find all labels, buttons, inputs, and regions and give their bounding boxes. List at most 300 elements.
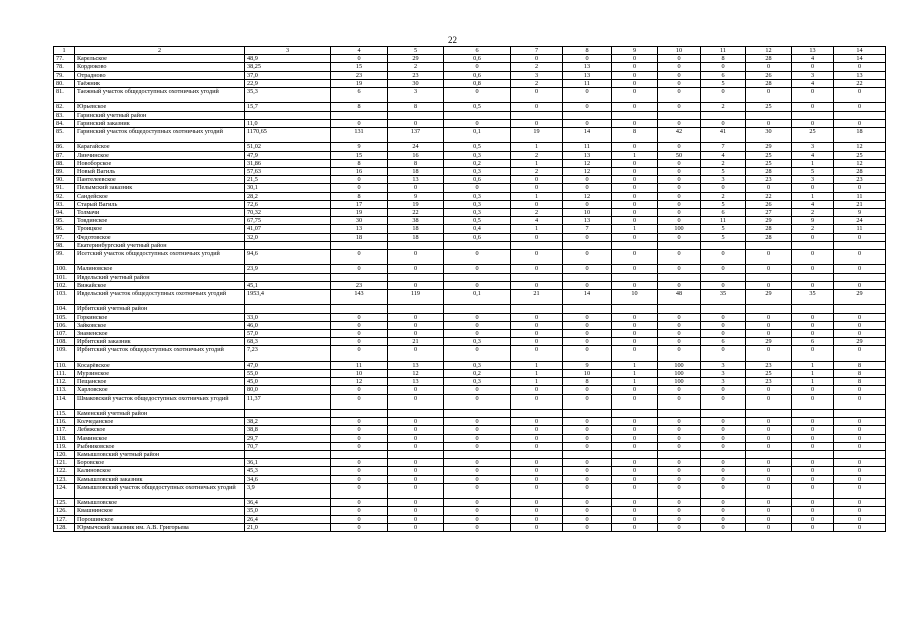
value-cell: 0 bbox=[444, 483, 511, 498]
value-cell bbox=[331, 305, 388, 313]
value-cell: 11,0 bbox=[245, 119, 331, 127]
value-cell: 18 bbox=[331, 233, 388, 241]
value-cell: 0 bbox=[511, 467, 563, 475]
table-row bbox=[54, 442, 886, 450]
value-cell: 13 bbox=[563, 63, 612, 71]
value-cell: 50 bbox=[658, 151, 701, 159]
value-cell: 0,3 bbox=[444, 151, 511, 159]
value-cell: 38 bbox=[388, 217, 444, 225]
value-cell: 0 bbox=[701, 434, 746, 442]
value-cell: 0 bbox=[612, 200, 658, 208]
value-cell: 12 bbox=[563, 168, 612, 176]
value-cell bbox=[746, 305, 792, 313]
value-cell: 12 bbox=[834, 159, 886, 167]
value-cell: 0 bbox=[746, 321, 792, 329]
row-name-cell: Колчеданское bbox=[75, 418, 245, 426]
value-cell: 0 bbox=[444, 88, 511, 103]
value-cell: 0 bbox=[511, 346, 563, 361]
row-name-cell: Вижайское bbox=[75, 281, 245, 289]
row-name-cell: Малиновское bbox=[75, 265, 245, 273]
row-name-cell: Товдинское bbox=[75, 217, 245, 225]
value-cell: 35 bbox=[792, 290, 834, 305]
row-name-cell: Мурзинское bbox=[75, 370, 245, 378]
value-cell: 12 bbox=[331, 378, 388, 386]
value-cell: 0 bbox=[701, 459, 746, 467]
value-cell: 0 bbox=[563, 515, 612, 523]
value-cell bbox=[511, 305, 563, 313]
value-cell: 0 bbox=[792, 281, 834, 289]
value-cell: 0 bbox=[331, 321, 388, 329]
value-cell: 0 bbox=[511, 313, 563, 321]
value-cell: 0 bbox=[511, 499, 563, 507]
row-number-cell: 109. bbox=[54, 346, 75, 361]
row-number-cell: 100. bbox=[54, 265, 75, 273]
value-cell: 4 bbox=[701, 151, 746, 159]
header-cell: 10 bbox=[658, 47, 701, 55]
table-row bbox=[54, 151, 886, 159]
value-cell: 5 bbox=[792, 168, 834, 176]
value-cell: 1 bbox=[612, 378, 658, 386]
value-cell: 23 bbox=[746, 176, 792, 184]
value-cell: 0 bbox=[444, 313, 511, 321]
row-name-cell: Каменский учетный район bbox=[75, 410, 245, 418]
value-cell: 41,07 bbox=[245, 225, 331, 233]
value-cell: 28 bbox=[746, 79, 792, 87]
value-cell: 34,6 bbox=[245, 475, 331, 483]
value-cell bbox=[245, 273, 331, 281]
value-cell: 10 bbox=[331, 370, 388, 378]
value-cell: 0 bbox=[834, 483, 886, 498]
value-cell: 25 bbox=[746, 159, 792, 167]
row-number-cell: 89. bbox=[54, 168, 75, 176]
value-cell: 9 bbox=[834, 209, 886, 217]
value-cell: 45,0 bbox=[245, 378, 331, 386]
value-cell: 3 bbox=[792, 176, 834, 184]
table-row bbox=[54, 103, 886, 111]
value-cell: 0 bbox=[331, 507, 388, 515]
row-number-cell: 120. bbox=[54, 451, 75, 459]
value-cell: 9 bbox=[563, 361, 612, 369]
value-cell bbox=[511, 111, 563, 119]
value-cell: 0 bbox=[701, 265, 746, 273]
value-cell: 0 bbox=[658, 217, 701, 225]
value-cell: 0 bbox=[792, 103, 834, 111]
value-cell: 38,8 bbox=[245, 426, 331, 434]
value-cell: 0 bbox=[792, 233, 834, 241]
value-cell: 0 bbox=[612, 467, 658, 475]
value-cell bbox=[444, 305, 511, 313]
value-cell: 29 bbox=[834, 338, 886, 346]
value-cell: 0 bbox=[658, 394, 701, 409]
table-row bbox=[54, 128, 886, 143]
value-cell: 0 bbox=[511, 330, 563, 338]
row-name-cell: Маминское bbox=[75, 434, 245, 442]
value-cell bbox=[746, 241, 792, 249]
value-cell: 6 bbox=[331, 88, 388, 103]
value-cell: 0 bbox=[612, 217, 658, 225]
value-cell: 0 bbox=[658, 459, 701, 467]
value-cell: 0 bbox=[612, 79, 658, 87]
value-cell: 29 bbox=[746, 217, 792, 225]
value-cell: 0 bbox=[792, 459, 834, 467]
value-cell: 24 bbox=[388, 143, 444, 151]
row-name-cell: Таежный участок общедоступных охотничьих угодий bbox=[75, 88, 245, 103]
row-name-cell: Камышловский участок общедоступных охотничьих угодий bbox=[75, 483, 245, 498]
value-cell bbox=[792, 305, 834, 313]
value-cell: 13 bbox=[563, 217, 612, 225]
value-cell: 80,0 bbox=[245, 386, 331, 394]
table-row bbox=[54, 111, 886, 119]
value-cell: 0 bbox=[388, 515, 444, 523]
value-cell: 32,0 bbox=[245, 233, 331, 241]
row-name-cell: Порошинское bbox=[75, 515, 245, 523]
value-cell: 100 bbox=[658, 370, 701, 378]
value-cell: 137 bbox=[388, 128, 444, 143]
value-cell: 11 bbox=[331, 361, 388, 369]
value-cell: 0 bbox=[612, 250, 658, 265]
value-cell: 0 bbox=[792, 523, 834, 531]
value-cell: 12 bbox=[834, 143, 886, 151]
value-cell: 15 bbox=[331, 63, 388, 71]
value-cell: 0 bbox=[612, 426, 658, 434]
value-cell: 8 bbox=[563, 378, 612, 386]
row-number-cell: 96. bbox=[54, 225, 75, 233]
value-cell: 7,23 bbox=[245, 346, 331, 361]
value-cell: 0 bbox=[792, 394, 834, 409]
row-number-cell: 83. bbox=[54, 111, 75, 119]
value-cell: 25 bbox=[746, 370, 792, 378]
value-cell: 0 bbox=[563, 442, 612, 450]
value-cell bbox=[444, 451, 511, 459]
value-cell: 68,3 bbox=[245, 338, 331, 346]
value-cell: 46,0 bbox=[245, 321, 331, 329]
value-cell: 0 bbox=[834, 250, 886, 265]
value-cell: 1 bbox=[511, 225, 563, 233]
value-cell: 0 bbox=[612, 330, 658, 338]
value-cell: 0 bbox=[612, 386, 658, 394]
value-cell: 3 bbox=[511, 71, 563, 79]
value-cell: 38,2 bbox=[245, 418, 331, 426]
value-cell: 0 bbox=[511, 184, 563, 192]
value-cell: 0 bbox=[658, 426, 701, 434]
value-cell: 0 bbox=[834, 233, 886, 241]
value-cell: 0 bbox=[834, 88, 886, 103]
value-cell: 29 bbox=[746, 338, 792, 346]
value-cell: 0 bbox=[388, 250, 444, 265]
value-cell: 0 bbox=[563, 200, 612, 208]
value-cell bbox=[701, 111, 746, 119]
row-number-cell: 81. bbox=[54, 88, 75, 103]
value-cell: 1 bbox=[511, 192, 563, 200]
table-row bbox=[54, 507, 886, 515]
value-cell: 0 bbox=[658, 434, 701, 442]
value-cell: 13 bbox=[388, 378, 444, 386]
row-name-cell: Калиновское bbox=[75, 467, 245, 475]
value-cell: 0 bbox=[834, 321, 886, 329]
value-cell: 10 bbox=[612, 290, 658, 305]
value-cell: 3 bbox=[388, 88, 444, 103]
table-row bbox=[54, 184, 886, 192]
value-cell: 1 bbox=[792, 192, 834, 200]
value-cell: 131 bbox=[331, 128, 388, 143]
row-name-cell: Ирбитский участок общедоступных охотничьих угодий bbox=[75, 346, 245, 361]
value-cell: 5 bbox=[701, 233, 746, 241]
value-cell: 0 bbox=[444, 475, 511, 483]
value-cell bbox=[792, 111, 834, 119]
value-cell: 0 bbox=[563, 313, 612, 321]
value-cell: 0 bbox=[834, 507, 886, 515]
value-cell: 0 bbox=[746, 184, 792, 192]
value-cell: 21,5 bbox=[245, 176, 331, 184]
row-name-cell: Карагайское bbox=[75, 143, 245, 151]
header-cell: 4 bbox=[331, 47, 388, 55]
value-cell: 0 bbox=[388, 442, 444, 450]
value-cell: 0 bbox=[792, 418, 834, 426]
value-cell bbox=[792, 410, 834, 418]
value-cell bbox=[245, 305, 331, 313]
value-cell: 0 bbox=[612, 119, 658, 127]
value-cell: 0 bbox=[612, 168, 658, 176]
value-cell: 0 bbox=[658, 523, 701, 531]
value-cell: 0 bbox=[563, 434, 612, 442]
row-name-cell: Гаринский участок общедоступных охотничьих угодий bbox=[75, 128, 245, 143]
value-cell: 0 bbox=[511, 338, 563, 346]
value-cell: 30,1 bbox=[245, 184, 331, 192]
value-cell: 21 bbox=[511, 290, 563, 305]
value-cell: 0 bbox=[331, 338, 388, 346]
value-cell bbox=[792, 241, 834, 249]
value-cell: 11 bbox=[563, 79, 612, 87]
value-cell: 28,2 bbox=[245, 192, 331, 200]
value-cell: 18 bbox=[388, 233, 444, 241]
value-cell: 0 bbox=[388, 467, 444, 475]
value-cell: 0 bbox=[834, 523, 886, 531]
value-cell bbox=[746, 273, 792, 281]
value-cell: 70,7 bbox=[245, 442, 331, 450]
row-number-cell: 86. bbox=[54, 143, 75, 151]
row-number-cell: 124. bbox=[54, 483, 75, 498]
value-cell: 15,7 bbox=[245, 103, 331, 111]
value-cell: 25 bbox=[792, 128, 834, 143]
value-cell: 0 bbox=[701, 346, 746, 361]
value-cell bbox=[444, 111, 511, 119]
value-cell: 14 bbox=[563, 128, 612, 143]
value-cell: 0 bbox=[388, 313, 444, 321]
row-name-cell: Знаменское bbox=[75, 330, 245, 338]
value-cell: 11,37 bbox=[245, 394, 331, 409]
value-cell: 0 bbox=[746, 483, 792, 498]
value-cell: 0 bbox=[792, 184, 834, 192]
value-cell: 1 bbox=[511, 143, 563, 151]
value-cell bbox=[834, 273, 886, 281]
value-cell: 38,25 bbox=[245, 63, 331, 71]
value-cell: 1 bbox=[612, 361, 658, 369]
value-cell: 0 bbox=[511, 434, 563, 442]
value-cell: 0 bbox=[834, 63, 886, 71]
value-cell: 0,1 bbox=[444, 128, 511, 143]
value-cell: 0 bbox=[563, 55, 612, 63]
row-number-cell: 119. bbox=[54, 442, 75, 450]
value-cell: 2 bbox=[792, 209, 834, 217]
row-number-cell: 103. bbox=[54, 290, 75, 305]
value-cell: 3 bbox=[792, 143, 834, 151]
table-row bbox=[54, 192, 886, 200]
value-cell: 0 bbox=[834, 386, 886, 394]
value-cell: 0 bbox=[612, 523, 658, 531]
row-number-cell: 108. bbox=[54, 338, 75, 346]
value-cell: 0 bbox=[444, 507, 511, 515]
row-name-cell: Таёжник bbox=[75, 79, 245, 87]
value-cell: 0 bbox=[701, 515, 746, 523]
value-cell bbox=[245, 241, 331, 249]
value-cell: 0 bbox=[834, 499, 886, 507]
table-row bbox=[54, 55, 886, 63]
value-cell: 100 bbox=[658, 225, 701, 233]
value-cell: 0 bbox=[658, 250, 701, 265]
value-cell bbox=[701, 451, 746, 459]
value-cell: 41 bbox=[701, 128, 746, 143]
value-cell: 0 bbox=[658, 55, 701, 63]
value-cell: 9 bbox=[792, 217, 834, 225]
value-cell bbox=[444, 273, 511, 281]
value-cell bbox=[834, 305, 886, 313]
value-cell: 21 bbox=[834, 200, 886, 208]
value-cell: 0 bbox=[511, 55, 563, 63]
value-cell: 8 bbox=[388, 159, 444, 167]
value-cell: 4 bbox=[792, 151, 834, 159]
value-cell: 23 bbox=[331, 71, 388, 79]
value-cell: 0 bbox=[612, 418, 658, 426]
value-cell: 8 bbox=[388, 103, 444, 111]
row-number-cell: 111. bbox=[54, 370, 75, 378]
value-cell: 0,6 bbox=[444, 55, 511, 63]
row-number-cell: 123. bbox=[54, 475, 75, 483]
value-cell: 0 bbox=[563, 483, 612, 498]
value-cell bbox=[701, 410, 746, 418]
value-cell: 0 bbox=[658, 330, 701, 338]
value-cell: 0 bbox=[792, 475, 834, 483]
value-cell: 0,3 bbox=[444, 192, 511, 200]
value-cell: 19 bbox=[331, 79, 388, 87]
value-cell bbox=[612, 241, 658, 249]
value-cell bbox=[701, 273, 746, 281]
value-cell: 0 bbox=[388, 459, 444, 467]
value-cell: 0 bbox=[388, 499, 444, 507]
value-cell: 0 bbox=[563, 330, 612, 338]
value-cell: 19 bbox=[511, 128, 563, 143]
value-cell: 100 bbox=[658, 361, 701, 369]
value-cell: 12 bbox=[563, 192, 612, 200]
table-row bbox=[54, 119, 886, 127]
value-cell: 0 bbox=[658, 338, 701, 346]
value-cell: 0 bbox=[792, 250, 834, 265]
value-cell: 0 bbox=[612, 281, 658, 289]
row-name-cell: Камышловский учетный район bbox=[75, 451, 245, 459]
value-cell: 0 bbox=[746, 88, 792, 103]
table-row bbox=[54, 290, 886, 305]
table-row bbox=[54, 265, 886, 273]
value-cell: 36,4 bbox=[245, 499, 331, 507]
value-cell: 0 bbox=[746, 265, 792, 273]
value-cell: 8 bbox=[834, 361, 886, 369]
value-cell: 0 bbox=[701, 426, 746, 434]
value-cell: 0 bbox=[331, 515, 388, 523]
value-cell: 18 bbox=[388, 168, 444, 176]
value-cell: 0 bbox=[563, 394, 612, 409]
value-cell: 0 bbox=[511, 233, 563, 241]
table-row bbox=[54, 346, 886, 361]
value-cell: 0 bbox=[563, 88, 612, 103]
value-cell: 0 bbox=[331, 250, 388, 265]
value-cell: 0 bbox=[658, 88, 701, 103]
row-number-cell: 82. bbox=[54, 103, 75, 111]
row-name-cell: Боровское bbox=[75, 459, 245, 467]
value-cell bbox=[658, 305, 701, 313]
value-cell: 0 bbox=[658, 346, 701, 361]
value-cell: 0 bbox=[444, 467, 511, 475]
row-number-cell: 110. bbox=[54, 361, 75, 369]
row-number-cell: 114. bbox=[54, 394, 75, 409]
value-cell: 0 bbox=[746, 507, 792, 515]
row-name-cell: Горкинское bbox=[75, 313, 245, 321]
value-cell: 0 bbox=[444, 119, 511, 127]
value-cell: 0 bbox=[612, 313, 658, 321]
value-cell: 0 bbox=[792, 515, 834, 523]
value-cell bbox=[746, 410, 792, 418]
value-cell: 1 bbox=[511, 159, 563, 167]
value-cell: 25 bbox=[834, 151, 886, 159]
row-number-cell: 97. bbox=[54, 233, 75, 241]
value-cell: 0 bbox=[612, 265, 658, 273]
row-name-cell: Исетский участок общедоступных охотничьих угодий bbox=[75, 250, 245, 265]
value-cell: 0 bbox=[792, 483, 834, 498]
table-row bbox=[54, 426, 886, 434]
value-cell: 0 bbox=[834, 442, 886, 450]
value-cell: 0 bbox=[612, 63, 658, 71]
value-cell bbox=[511, 410, 563, 418]
value-cell: 0 bbox=[444, 184, 511, 192]
value-cell: 1 bbox=[612, 370, 658, 378]
value-cell: 13 bbox=[388, 176, 444, 184]
value-cell: 0 bbox=[612, 176, 658, 184]
value-cell: 0 bbox=[511, 418, 563, 426]
row-number-cell: 101. bbox=[54, 273, 75, 281]
value-cell: 3 bbox=[701, 370, 746, 378]
value-cell: 9 bbox=[331, 143, 388, 151]
value-cell: 0 bbox=[834, 434, 886, 442]
row-name-cell: Пещанское bbox=[75, 378, 245, 386]
value-cell: 18 bbox=[388, 225, 444, 233]
value-cell: 30 bbox=[331, 217, 388, 225]
table-row bbox=[54, 370, 886, 378]
row-number-cell: 127. bbox=[54, 515, 75, 523]
value-cell: 5 bbox=[701, 168, 746, 176]
row-name-cell: Юрмычский заказник им. А.В. Григорьева bbox=[75, 523, 245, 531]
value-cell: 119 bbox=[388, 290, 444, 305]
header-cell: 2 bbox=[75, 47, 245, 55]
value-cell: 0 bbox=[701, 88, 746, 103]
value-cell: 0 bbox=[746, 418, 792, 426]
value-cell: 0 bbox=[792, 119, 834, 127]
table-row bbox=[54, 209, 886, 217]
table-row bbox=[54, 71, 886, 79]
value-cell: 0 bbox=[511, 515, 563, 523]
row-number-cell: 126. bbox=[54, 507, 75, 515]
table-row bbox=[54, 451, 886, 459]
value-cell: 0 bbox=[701, 386, 746, 394]
value-cell: 0,5 bbox=[444, 103, 511, 111]
value-cell: 0 bbox=[834, 418, 886, 426]
